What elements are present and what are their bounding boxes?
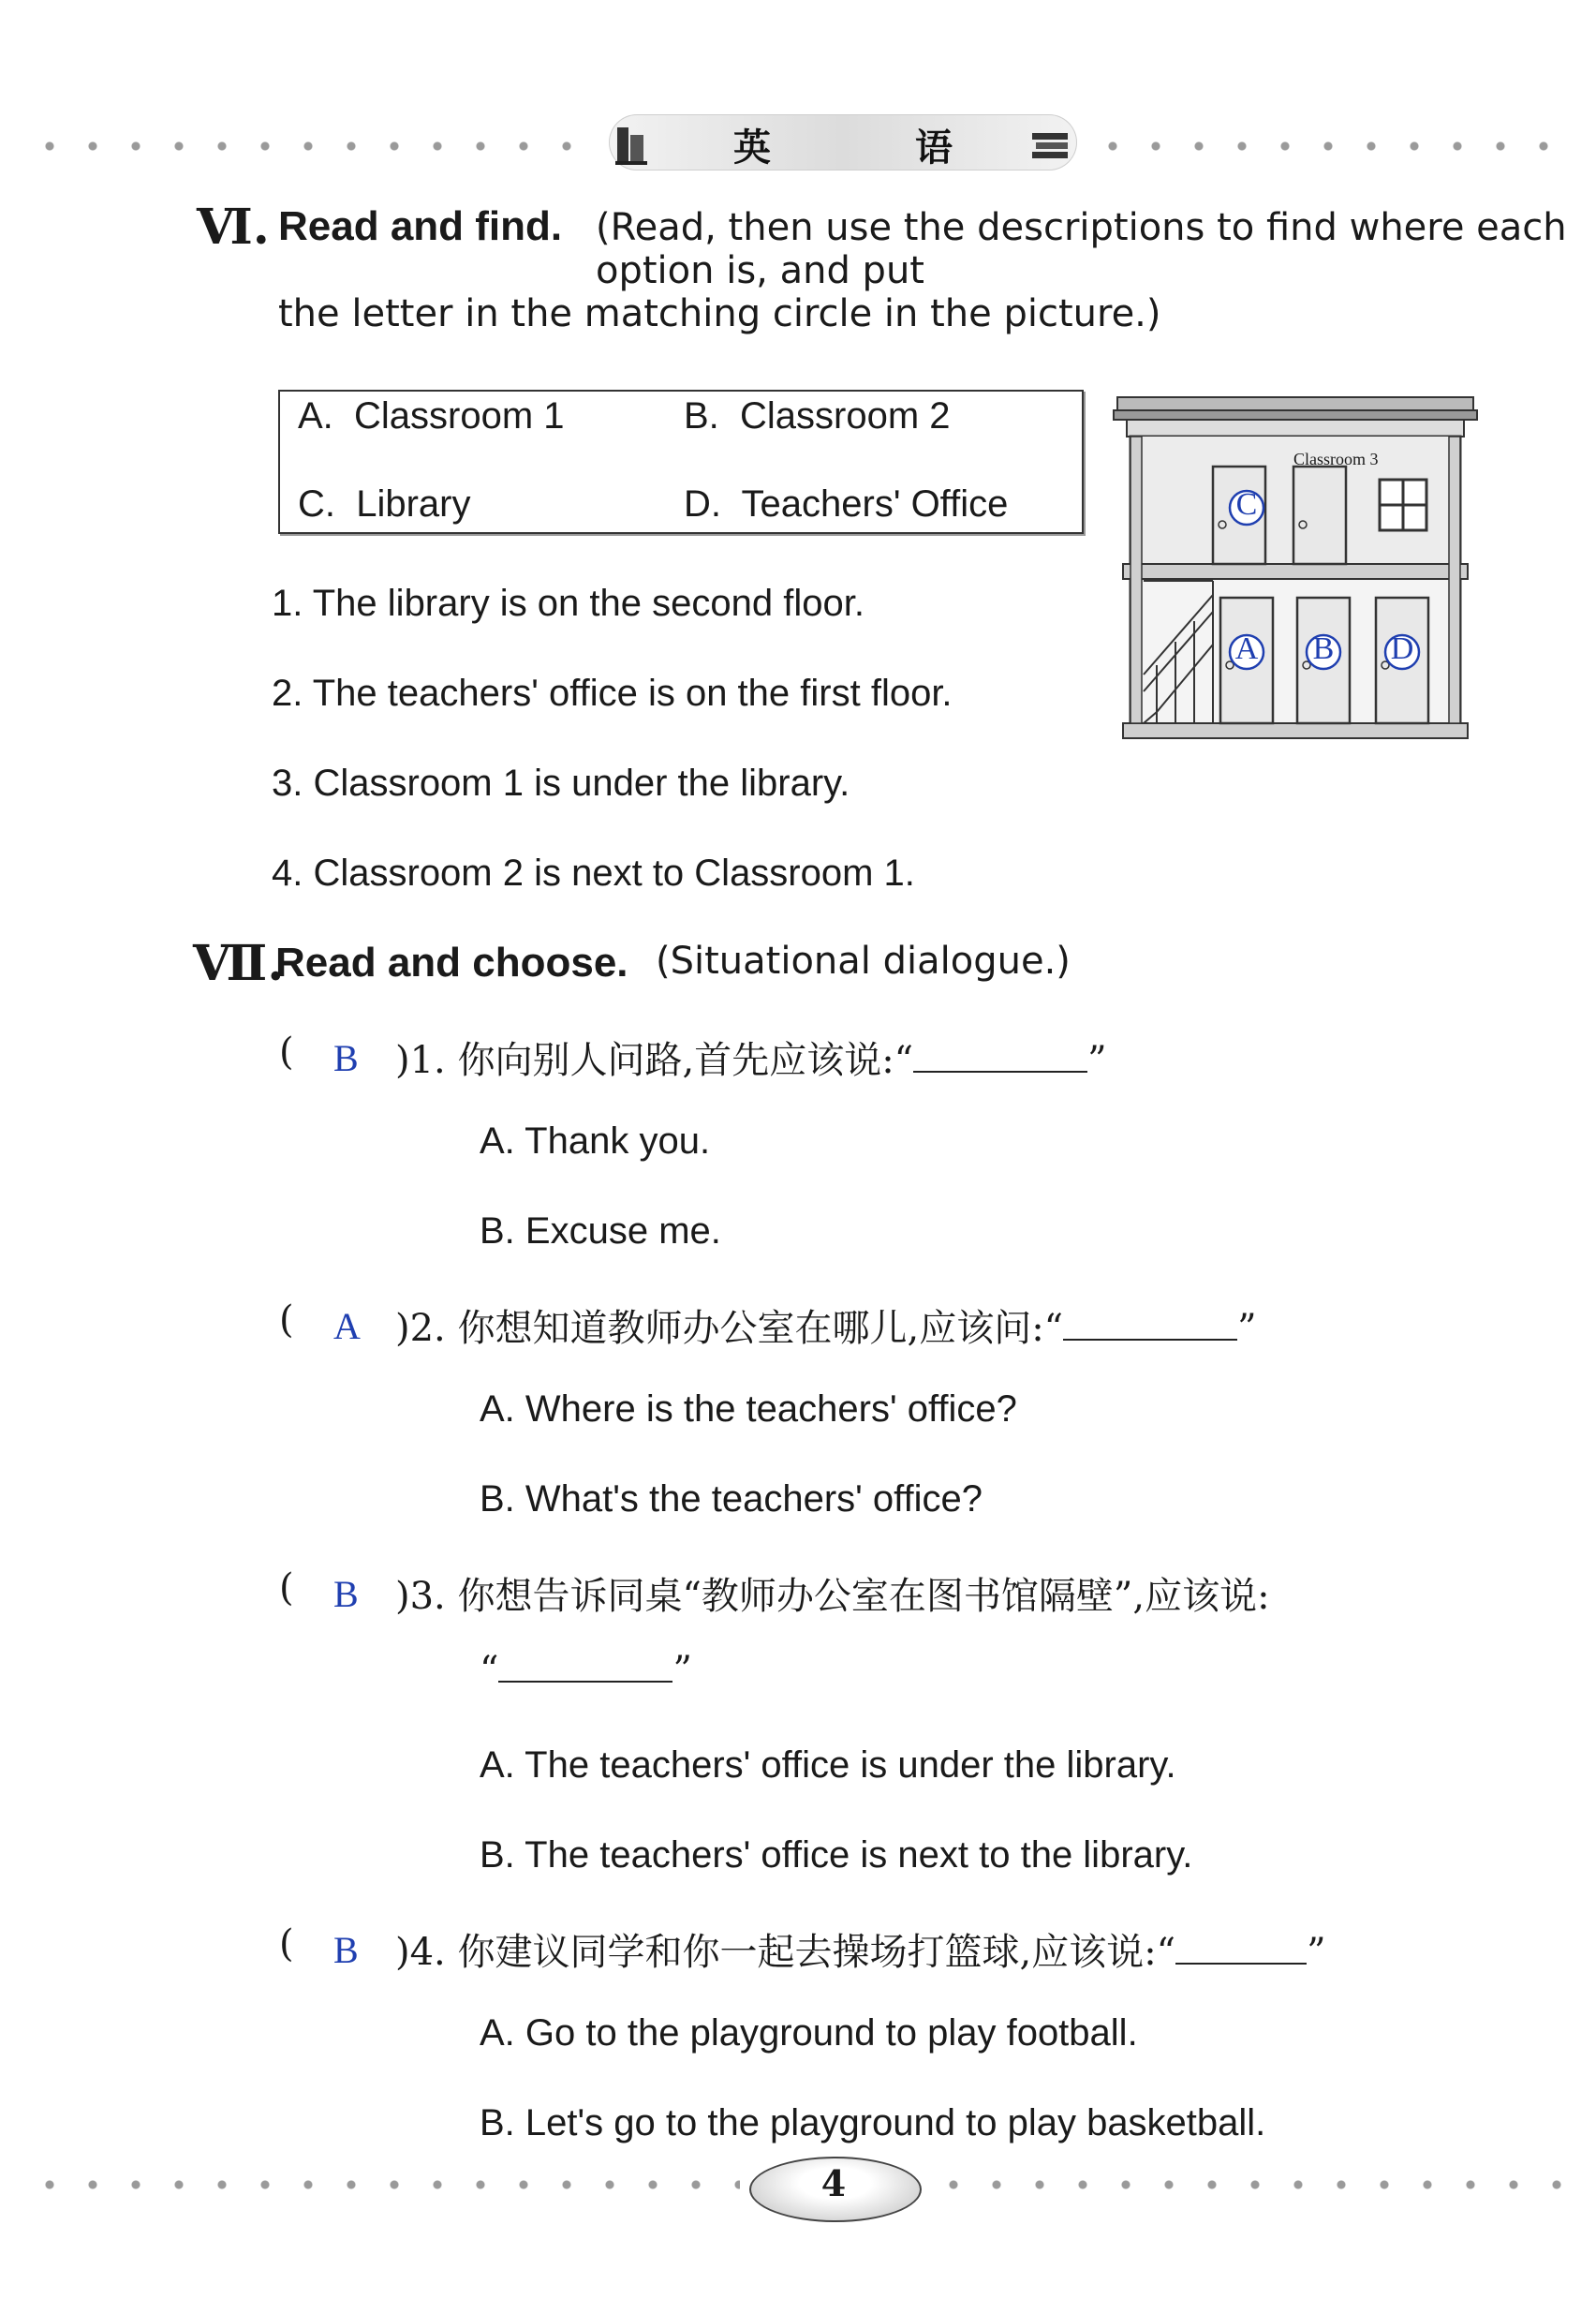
q2-option-b: B. What's the teachers' office?	[480, 1478, 983, 1520]
header-dots-right	[1091, 141, 1569, 152]
q3-option-a: A. The teachers' office is under the library.	[480, 1744, 1176, 1786]
circle-answer-upper: C	[1235, 487, 1258, 522]
q1-prompt: )1. 你向别人问路,首先应该说:“ ”	[395, 1039, 1107, 1082]
section-7-number: Ⅶ.	[193, 935, 285, 992]
option-a: A. Classroom 1	[298, 395, 565, 437]
q4-prompt: )4. 你建议同学和你一起去操场打篮球,应该说:“ ”	[395, 1931, 1326, 1974]
footer-dots-right	[932, 2179, 1569, 2190]
q4-paren-open: (	[279, 1922, 294, 1965]
section-6-title: Read and find.	[278, 203, 563, 249]
section-6-note-line2: the letter in the matching circle in the picture.)	[278, 292, 1161, 335]
q1-answer: B	[333, 1037, 359, 1079]
q3-prompt: )3. 你想告诉同桌“教师办公室在图书馆隔壁”,应该说:	[395, 1575, 1270, 1618]
q3-paren-open: (	[279, 1566, 294, 1609]
statement-1: 1. The library is on the second floor.	[272, 583, 864, 624]
header-dots-left	[28, 141, 599, 152]
option-c: C. Library	[298, 483, 471, 525]
q2-option-a: A. Where is the teachers' office?	[480, 1388, 1017, 1430]
footer-dots-left	[28, 2179, 740, 2190]
statement-2: 2. The teachers' office is on the first floor.	[272, 673, 953, 714]
school-building-picture	[1110, 393, 1480, 745]
statement-4: 4. Classroom 2 is next to Classroom 1.	[272, 853, 915, 894]
q2-prompt: )2. 你想知道教师办公室在哪儿,应该问:“ ”	[395, 1307, 1257, 1350]
q1-option-b: B. Excuse me.	[480, 1210, 721, 1252]
q2-answer: A	[333, 1305, 361, 1347]
q3-answer-line: “ ”	[480, 1649, 692, 1692]
q4-option-b: B. Let's go to the playground to play basketball.	[480, 2102, 1266, 2143]
statement-3: 3. Classroom 1 is under the library.	[272, 763, 850, 804]
section-7-title: Read and choose.	[275, 940, 628, 986]
q3-option-b: B. The teachers' office is next to the library.	[480, 1834, 1193, 1876]
q2-paren-open: (	[279, 1298, 294, 1342]
section-6-number: Ⅵ.	[197, 199, 270, 256]
section-6-note-line1: (Read, then use the descriptions to find where each option is, and put	[596, 206, 1567, 292]
q4-answer: B	[333, 1929, 359, 1971]
circle-answer-lower-2: B	[1312, 631, 1335, 666]
circle-answer-lower-3: D	[1390, 631, 1414, 666]
classroom-3-label: Classroom 3	[1293, 450, 1379, 468]
page-number: 4	[820, 2162, 847, 2204]
q3-answer: B	[333, 1573, 359, 1615]
q4-blank	[1175, 1963, 1307, 1965]
header-subject: 英 语	[733, 126, 1018, 170]
section-7-note: (Situational dialogue.)	[656, 940, 1071, 983]
circle-answer-lower-1: A	[1234, 631, 1259, 666]
q1-paren-open: (	[279, 1031, 294, 1074]
option-b: B. Classroom 2	[684, 395, 951, 437]
q3-blank	[498, 1681, 672, 1683]
q1-option-a: A. Thank you.	[480, 1120, 711, 1162]
q1-blank	[913, 1071, 1087, 1073]
q4-option-a: A. Go to the playground to play football.	[480, 2012, 1138, 2054]
option-d: D. Teachers' Office	[684, 483, 1009, 525]
q2-blank	[1063, 1339, 1237, 1341]
